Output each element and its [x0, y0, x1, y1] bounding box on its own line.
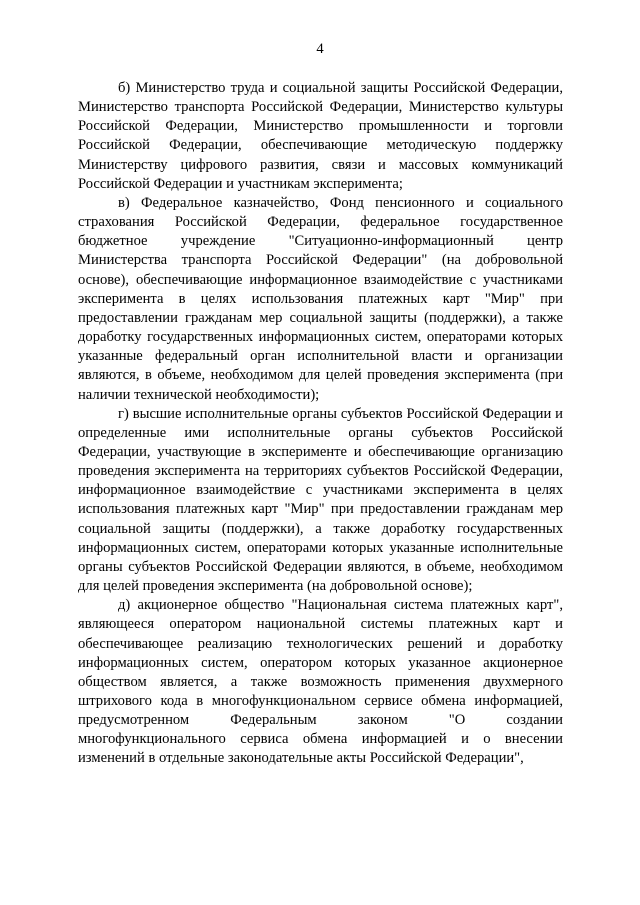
paragraph-v: в) Федеральное казначейство, Фонд пенсионного и социального страхования Российской Федерации, федеральное государственное бюджетное учреждение "Ситуационно-информационный центр Министерства транспорта Российской Федерации" (на добровольной основе), обеспечивающие информационное взаимодействие с участниками эксперимента в целях использования платежных карт "Мир" при предоставлении гражданам мер социальной защиты (поддержки), а также доработку государственных информационных систем, операторами которых указанные федеральный орган исполнительной власти и организации являются, в объеме, необходимом для целей проведения эксперимента (при наличии технической необходимости); [78, 194, 563, 403]
paragraph-d: д) акционерное общество "Национальная система платежных карт", являющееся оператором национальной системы платежных карт и обеспечивающее реализацию технологических решений и доработку информационных систем, оператором которых указанное акционерное обществом является, а также возможность применения двухмерного штрихового кода в многофункциональном сервисе обмена информацией, предусмотренном Федеральным законом "О создании многофункционального сервиса обмена информацией и о внесении изменений в отдельные законодательные акты Российской Федерации", [78, 597, 563, 767]
paragraph-g: г) высшие исполнительные органы субъектов Российской Федерации и определенные ими исполнительные органы субъектов Российской Федерации, участвующие в эксперименте и обеспечивающие организацию проведения эксперимента на территориях субъектов Российской Федерации, информационное взаимодействие с участниками эксперимента в целях использования платежных карт "Мир" при предоставлении гражданам мер социальной защиты (поддержки), а также доработку государственных информационных систем, операторами которых указанные исполнительные органы субъектов Российской Федерации являются, в объеме, необходимом для целей проведения эксперимента (на добровольной основе); [78, 405, 563, 595]
paragraph-b: б) Министерство труда и социальной защиты Российской Федерации, Министерство транспорта Российской Федерации, Министерство культуры Российской Федерации, Министерство промышленности и торговли Российской Федерации, обеспечивающие методическую поддержку Министерству цифрового развития, связи и массовых коммуникаций Российской Федерации и участникам эксперимента; [78, 80, 563, 192]
document-body [78, 79, 563, 769]
page-number: 4 [316, 41, 324, 57]
